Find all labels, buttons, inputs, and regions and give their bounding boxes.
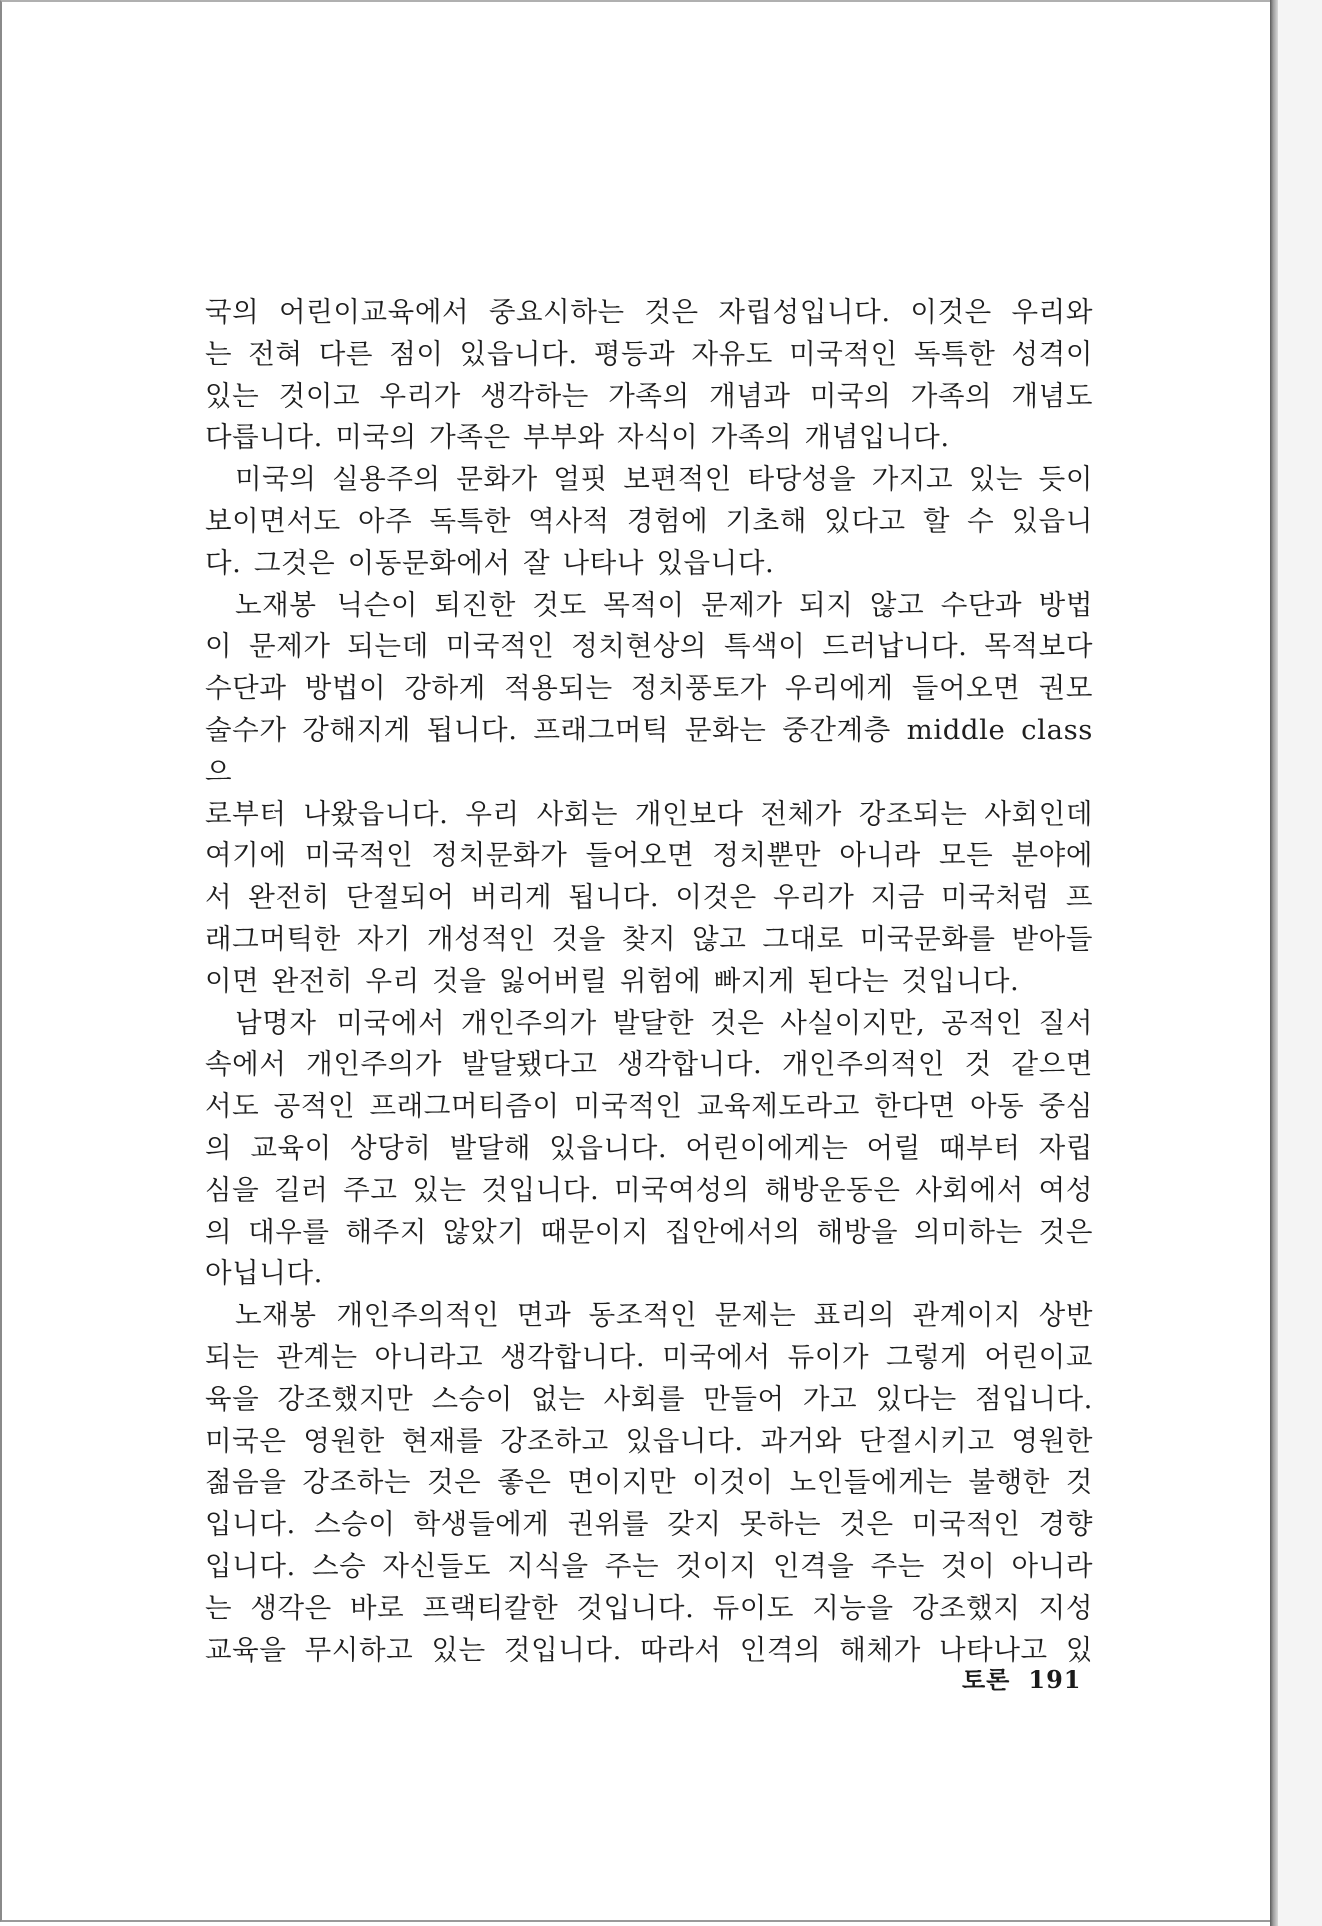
text-line: 미국에서 개인주의가 발달한 것은 사실이지만, 공적인 질서 — [336, 1006, 1093, 1039]
paragraph-1 — [205, 292, 1093, 459]
text-line: 입니다. 스승 자신들도 지식을 주는 것이지 인격을 주는 것이 아니라 — [205, 1549, 1093, 1582]
text-line: 의 교육이 상당히 발달해 있읍니다. 어린이에게는 어릴 때부터 자립 — [205, 1131, 1093, 1164]
text-line: 보이면서도 아주 독특한 역사적 경험에 기초해 있다고 할 수 있읍니 — [205, 504, 1093, 537]
speaker-name: 노재봉 — [235, 1299, 317, 1332]
text-line: 로부터 나왔읍니다. 우리 사회는 개인보다 전체가 강조되는 사회인데 — [205, 797, 1093, 830]
paragraph-2 — [205, 459, 1093, 584]
text-line: 되는 관계는 아니라고 생각합니다. 미국에서 듀이가 그렇게 어린이교 — [205, 1340, 1093, 1373]
text-line: 의 대우를 해주지 않았기 때문이지 집안에서의 해방을 의미하는 것은 — [205, 1215, 1093, 1248]
text-line: 육을 강조했지만 스승이 없는 사회를 만들어 가고 있다는 점입니다. — [205, 1382, 1093, 1415]
speaker-line — [205, 1295, 1093, 1337]
text-line: 래그머틱한 자기 개성적인 것을 찾지 않고 그대로 미국문화를 받아들 — [205, 922, 1093, 955]
text-line: 다. 그것은 이동문화에서 잘 나타나 있읍니다. — [205, 546, 775, 579]
speaker-name: 노재봉 — [235, 588, 317, 621]
text-line: 국의 어린이교육에서 중요시하는 것은 자립성입니다. 이것은 우리와 — [205, 296, 1093, 328]
text-line: 수단과 방법이 강하게 적용되는 정치풍토가 우리에게 들어오면 권모 — [205, 672, 1093, 705]
text-line: 속에서 개인주의가 발달됐다고 생각합니다. 개인주의적인 것 같으면 — [205, 1048, 1093, 1081]
speaker-line — [205, 585, 1093, 627]
text-line: 미국의 실용주의 문화가 얼핏 보편적인 타당성을 가지고 있는 듯이 — [235, 463, 1093, 496]
text-line: 아닙니다. — [205, 1257, 324, 1290]
text-line: 입니다. 스승이 학생들에게 권위를 갖지 못하는 것은 미국적인 경향 — [205, 1508, 1093, 1541]
page-margin-strip — [1278, 0, 1322, 1926]
text-line: 서 완전히 단절되어 버리게 됩니다. 이것은 우리가 지금 미국처럼 프 — [205, 881, 1093, 914]
text-line: 있는 것이고 우리가 생각하는 가족의 개념과 미국의 가족의 개념도 — [205, 379, 1093, 412]
text-line: 술수가 강해지게 됩니다. 프래그머틱 문화는 중간계층 middle class 으 — [205, 713, 1093, 788]
paragraph-5 — [205, 1295, 1093, 1671]
text-line: 여기에 미국적인 정치문화가 들어오면 정치뿐만 아니라 모든 분야에 — [205, 839, 1093, 872]
speaker-name: 남명자 — [235, 1006, 317, 1039]
paragraph-3 — [205, 585, 1093, 1003]
text-line: 미국은 영원한 현재를 강조하고 있읍니다. 과거와 단절시키고 영원한 — [205, 1424, 1093, 1457]
text-line: 이 문제가 되는데 미국적인 정치현상의 특색이 드러납니다. 목적보다 — [205, 630, 1093, 663]
text-line: 교육을 무시하고 있는 것입니다. 따라서 인격의 해체가 나타나고 있 — [205, 1633, 1093, 1666]
speaker-line — [205, 1003, 1093, 1045]
paragraph-4 — [205, 1003, 1093, 1296]
text-line: 심을 길러 주고 있는 것입니다. 미국여성의 해방운동은 사회에서 여성 — [205, 1173, 1093, 1206]
text-line: 다릅니다. 미국의 가족은 부부와 자식이 가족의 개념입니다. — [205, 421, 950, 454]
page-edge-shadow — [1270, 0, 1278, 1926]
text-line: 이면 완전히 우리 것을 잃어버릴 위험에 빠지게 된다는 것입니다. — [205, 964, 1020, 997]
text-line: 서도 공적인 프래그머티즘이 미국적인 교육제도라고 한다면 아동 중심 — [205, 1090, 1093, 1123]
text-line: 는 전혀 다른 점이 있읍니다. 평등과 자유도 미국적인 독특한 성격이 — [205, 337, 1093, 370]
text-line: 닉슨이 퇴진한 것도 목적이 문제가 되지 않고 수단과 방법 — [336, 588, 1093, 621]
running-section-title: 토론 — [962, 1665, 1011, 1694]
text-line: 는 생각은 바로 프랙티칼한 것입니다. 듀이도 지능을 강조했지 지성 — [205, 1591, 1093, 1624]
text-line: 개인주의적인 면과 동조적인 문제는 표리의 관계이지 상반 — [336, 1299, 1093, 1332]
page-footer — [962, 1660, 1081, 1695]
page-number: 191 — [1028, 1665, 1082, 1694]
text-line: 젊음을 강조하는 것은 좋은 면이지만 이것이 노인들에게는 불행한 것 — [205, 1466, 1093, 1499]
body-text — [205, 292, 1093, 1671]
